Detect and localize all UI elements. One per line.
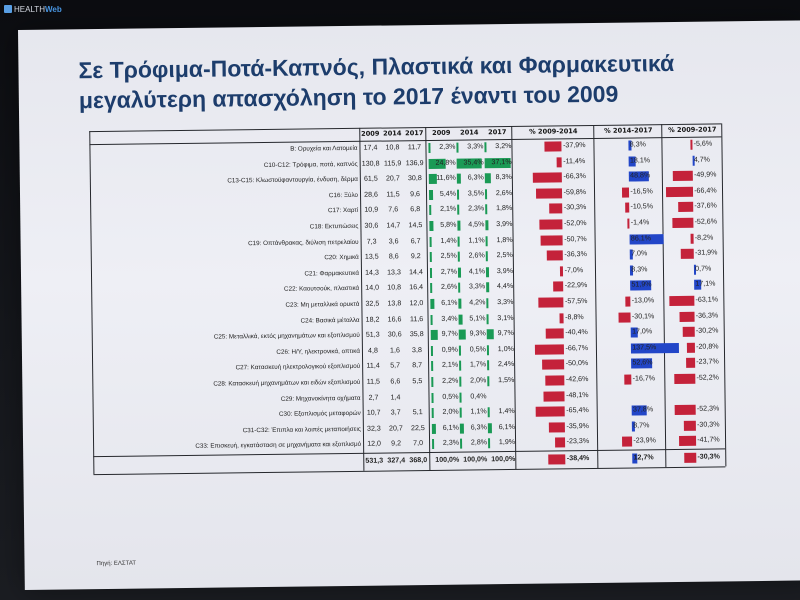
change-cell: -37,9% [562,141,586,150]
negative-change-bar [625,203,629,213]
row-label: C18: Εκτυπώσεις [309,222,359,231]
negative-change-bar [553,282,563,292]
share-cell: 2,6% [468,251,485,260]
row-label: C21: Φαρμακευτικά [304,269,360,278]
row-label: C10-C12: Τρόφιμα, ποτά, καπνός [263,160,358,169]
change-cell: -35,9% [566,421,590,431]
value-cell: 7,0 [413,439,424,448]
row-label: C20: Χημικά [324,254,359,262]
change-cell: -65,4% [566,406,589,415]
row-label: C33: Επισκευή, εγκατάσταση σε μηχανήματα και εξοπλισμό [195,441,362,451]
change-cell: -66,7% [565,343,589,353]
change-cell: -50,0% [565,359,589,368]
value-cell: 12,0 [367,439,382,449]
share-cell: 2,7% [440,267,458,276]
negative-change-bar [674,374,695,384]
change-cell: -16,7% [632,374,656,383]
row-label: C30: Εξοπλισμός μεταφορών [278,410,361,419]
value-cell: 5,7 [390,361,401,370]
change-cell: -40,4% [565,328,588,337]
value-cell: 22,5 [410,423,425,433]
slide-title-line-1: Σε Τρόφιμα-Ποτά-Καπνός, Πλαστικά και Φαρμακευτικά [78,49,675,84]
negative-change-bar [675,405,696,415]
column-header: 2017 [488,128,507,137]
value-cell: 13,8 [387,299,402,308]
change-cell: -36,3% [695,311,719,320]
employment-table [89,123,726,551]
change-cell: -57,5% [564,297,588,306]
negative-change-bar [690,233,693,243]
negative-change-bar [672,218,693,228]
logo-suffix: Web [44,4,62,14]
change-cell: -30,1% [631,311,655,321]
change-cell: 12,7% [633,453,654,462]
value-cell: 28,6 [364,190,378,199]
negative-change-bar [622,187,629,197]
change-cell: -10,5% [630,202,654,211]
negative-change-bar [533,173,562,183]
change-cell: 8,3% [631,265,648,274]
share-cell: 0,5% [469,345,486,354]
change-cell: 48,8% [630,171,651,180]
share-cell: 2,5% [440,251,457,261]
negative-change-bar [540,235,562,245]
value-cell: 51,3 [365,330,380,339]
negative-change-bar [545,141,562,151]
change-cell: -31,9% [694,248,718,257]
change-cell: -48,1% [566,390,589,399]
negative-change-bar [684,453,696,463]
value-cell: 9,6 [410,189,421,199]
row-label: C27: Κατασκευή ηλεκτρολογικού εξοπλισμού [235,363,361,372]
negative-change-bar [539,219,562,229]
share-cell: 1,7% [469,360,487,369]
change-cell: -11,4% [563,156,586,165]
value-cell: 8,7 [412,361,423,370]
value-cell: 10,8 [385,143,400,152]
change-cell: 37,8% [632,405,654,414]
column-header: 2014 [460,128,479,137]
share-cell: 9,7% [497,329,514,338]
value-cell: 136,9 [405,158,424,167]
value-cell: 35,8 [409,330,424,339]
source-note: Πηγή: ΕΛΣΤΑΤ [96,560,137,568]
share-cell: 4,4% [496,282,514,291]
share-cell: 3,4% [441,314,458,323]
share-cell: 35,4% [463,157,484,167]
value-cell: 7,6 [388,205,399,214]
row-label: C24: Βασικά μέταλλα [300,316,360,325]
change-cell: -1,4% [630,218,650,227]
value-cell: 10,8 [387,283,402,292]
column-header: % 2009-2017 [668,125,717,135]
change-cell: -23,3% [566,437,590,446]
change-cell: -41,7% [697,435,720,445]
negative-change-bar [546,375,565,385]
value-cell: 32,3 [366,424,381,433]
value-cell: 14,0 [365,283,380,293]
change-cell: 7,0% [631,249,648,258]
change-cell: -23,7% [696,357,719,367]
share-cell: 4,1% [468,267,486,276]
change-cell: -66,4% [694,186,717,195]
negative-change-bar [618,312,630,322]
value-cell: 20,7 [388,424,403,433]
value-cell: 8,6 [388,252,399,261]
value-cell: 14,4 [409,267,423,277]
row-label: C23: Μη μεταλλικά ορυκτά [285,300,360,309]
value-cell: 2,7 [368,393,379,402]
column-header: 2017 [405,129,424,138]
share-cell: 1,1% [470,407,487,416]
value-cell: 3,7 [390,408,401,417]
slide-title [78,47,719,115]
row-label: C26: Η/Υ, ηλεκτρονικά, οπτικά [276,347,360,356]
negative-change-bar [680,311,695,321]
change-cell: -7,0% [564,265,584,275]
change-cell: 8,3% [629,140,646,149]
change-cell: -38,4% [566,454,590,463]
negative-change-bar [678,202,693,212]
column-header: 2009 [361,129,380,138]
negative-change-bar [622,437,632,447]
value-cell: 5,1 [412,408,423,417]
value-cell: 10,9 [364,206,379,215]
share-cell: 2,3% [439,142,456,151]
column-header: 2009 [432,128,451,137]
change-cell: -16,5% [630,187,653,196]
share-cell: 1,4% [498,407,515,416]
value-cell: 16,4 [409,283,424,292]
change-cell: -20,8% [696,342,719,351]
value-cell: 11,6 [409,314,424,323]
negative-change-bar [686,358,696,368]
share-cell: 3,5% [467,189,485,198]
negative-change-bar [625,375,632,385]
value-cell: 18,2 [365,315,380,324]
negative-change-bar [625,297,630,307]
value-cell: 14,3 [365,268,379,277]
value-cell: 115,9 [383,158,402,168]
negative-change-bar [560,266,563,276]
value-cell: 11,5 [386,190,400,199]
share-cell: 3,1% [497,313,514,322]
negative-change-bar [543,391,564,401]
change-cell: -23,9% [633,436,656,445]
change-cell: -13,0% [631,296,655,305]
change-cell: -30,2% [695,326,719,335]
share-cell: 9,7% [441,329,458,339]
share-cell: 3,3% [497,297,514,307]
change-cell: -52,6% [694,217,718,226]
change-cell: 51,9% [631,280,652,289]
value-cell: 9,2 [391,439,402,448]
change-cell: -52,2% [696,373,719,382]
change-cell: -22,9% [564,281,588,290]
change-cell: 52,6% [632,358,653,367]
column-header: % 2014-2017 [604,126,653,135]
share-cell: 100,0% [463,455,488,464]
row-label: C25: Μεταλλικά, εκτός μηχανημάτων και εξοπλισμού [213,332,360,341]
change-cell: -30,3% [563,203,587,212]
share-cell: 2,3% [442,439,460,448]
value-cell: 11,5 [366,377,381,386]
change-cell: 0,7% [695,264,712,273]
negative-change-bar [555,438,565,448]
share-cell: 1,0% [497,344,514,353]
share-cell: 6,3% [467,173,484,182]
negative-change-bar [681,249,694,259]
negative-change-bar [549,204,562,214]
share-cell: 2,1% [441,361,459,370]
share-cell: 100,0% [491,454,516,464]
share-cell: 2,6% [440,283,458,292]
share-cell: 1,8% [495,204,513,213]
value-cell: 10,7 [366,408,381,417]
value-cell: 4,8 [367,346,378,355]
value-cell: 7,3 [366,237,377,246]
share-cell: 2,4% [497,360,515,369]
change-cell: 86,1% [630,233,652,243]
share-cell: 6,1% [442,423,459,432]
projected-slide [18,20,800,590]
share-cell: 6,1% [498,422,515,431]
share-cell: 24,8% [435,158,456,167]
logo-mark-icon [4,5,12,13]
value-cell: 11,7 [407,143,422,152]
share-cell: 1,1% [468,235,485,245]
value-cell: 6,8 [410,205,421,214]
change-cell: -30,3% [696,420,720,429]
share-cell: 2,6% [495,188,513,197]
change-cell: -49,9% [693,170,717,179]
share-cell: 3,9% [496,219,513,229]
negative-change-bar [546,329,564,339]
share-cell: 1,8% [496,235,513,244]
slide-title-line-2: μεγαλύτερη απασχόληση το 2017 έναντι του 2009 [78,80,619,114]
negative-change-bar [536,407,565,417]
value-cell: 30,6 [364,221,379,230]
change-cell: -8,2% [694,233,714,242]
change-cell: -52,0% [563,219,587,228]
value-cell: 12,0 [409,299,424,308]
change-cell: 8,7% [633,421,650,430]
change-cell: -36,3% [564,250,587,259]
share-cell: 2,5% [496,251,513,260]
share-cell: 6,3% [470,423,487,432]
change-cell: -30,3% [697,452,720,461]
row-label: C29: Μηχανοκίνητα οχήματα [280,394,361,403]
negative-change-bar [549,422,565,432]
share-cell: 8,3% [495,173,512,182]
negative-change-bar [627,219,629,229]
value-cell: 3,6 [388,236,399,246]
negative-change-bar [687,343,695,353]
change-cell: -52,3% [696,404,720,413]
share-cell: 37,1% [491,157,512,166]
row-label: C16: Ξύλο [328,191,359,200]
column-header: % 2009-2014 [529,127,578,136]
change-cell: -8,8% [565,312,584,321]
share-cell: 1,9% [498,438,516,447]
row-label: C17: Χαρτί [327,207,359,215]
change-cell: -63,1% [695,295,719,304]
share-cell: 4,5% [468,220,485,229]
share-cell: 1,5% [498,375,515,385]
value-cell: 13,3 [387,268,401,277]
row-label: C28: Κατασκευή μηχανημάτων και ειδών εξοπλισμού [213,378,361,388]
row-label: C13-C15: Κλωστοϋφαντουργία, ένδυση, δέρμα [227,176,358,185]
share-cell: 1,4% [440,236,457,245]
value-cell: 6,6 [390,377,401,386]
share-cell: 11,6% [436,173,456,183]
negative-change-bar [679,436,696,446]
share-cell: 2,1% [440,205,457,214]
healthweb-logo [4,3,62,15]
value-cell: 20,7 [385,174,400,183]
change-cell: -50,7% [564,234,587,243]
negative-change-bar [690,140,692,150]
share-cell: 5,4% [439,189,457,198]
negative-change-bar [548,454,565,464]
negative-change-bar [536,188,562,198]
change-cell: -66,3% [563,172,586,181]
share-cell: 2,0% [470,376,487,385]
share-cell: 2,8% [470,438,488,447]
share-cell: 3,3% [468,282,486,291]
share-cell: 2,3% [467,204,485,213]
share-cell: 0,4% [470,391,487,401]
negative-change-bar [666,187,693,197]
value-cell: 16,6 [387,314,402,324]
value-cell: 30,8 [407,174,422,183]
value-cell: 14,7 [386,221,401,230]
negative-change-bar [542,360,564,370]
change-cell: 137,5% [632,343,657,352]
share-cell: 3,2% [495,141,512,151]
share-cell: 100,0% [435,455,460,464]
value-cell: 130,8 [361,159,380,168]
row-label: Β: Ορυχεία και Λατομεία [290,144,358,153]
negative-change-bar [535,344,564,354]
value-cell: 61,5 [363,174,378,183]
value-cell: 5,5 [412,377,423,386]
row-label: C19: Οπτάνθρακας, διύλιση πετρελαίου [248,238,359,247]
change-cell: 17,1% [695,279,716,289]
row-label: C22: Καουτσούκ, πλαστικά [283,285,360,294]
share-cell: 2,2% [442,376,459,385]
negative-change-bar [557,157,562,167]
change-cell: -59,8% [563,187,587,197]
value-cell: 9,2 [410,252,421,261]
share-cell: 9,3% [469,329,486,338]
value-cell: 531,3 [365,456,384,465]
negative-change-bar [560,313,564,323]
value-cell: 327,4 [387,456,406,465]
share-cell: 3,3% [467,142,484,151]
negative-change-bar [669,296,694,306]
change-cell: -5,6% [693,139,713,148]
change-cell: 18,1% [629,155,651,165]
logo-prefix: HEALTH [14,4,45,14]
share-cell: 5,8% [440,220,457,229]
negative-change-bar [684,421,696,431]
value-cell: 1,4 [390,392,401,402]
share-cell: 0,5% [442,392,459,401]
value-cell: 11,4 [366,361,380,371]
share-cell: 2,0% [442,407,459,417]
change-cell: 17,0% [631,327,653,336]
value-cell: 17,4 [363,143,378,152]
share-cell: 4,2% [469,298,486,307]
share-cell: 5,1% [469,313,486,323]
value-cell: 3,8 [411,345,422,355]
value-cell: 32,5 [365,299,380,308]
change-cell: -37,6% [694,201,717,211]
change-cell: -42,6% [565,375,589,384]
value-cell: 30,6 [387,330,402,339]
row-label: C31-C32: Έπιπλα και λοιπές μεταποιήσεις [242,425,361,435]
negative-change-bar [538,297,563,307]
value-cell: 1,6 [389,346,400,355]
column-header: 2014 [383,129,402,138]
value-cell: 13,5 [364,252,379,261]
share-cell: 0,9% [441,345,458,354]
share-cell: 6,1% [441,298,458,307]
negative-change-bar [547,251,563,261]
value-cell: 14,5 [408,221,423,230]
change-cell: 4,7% [693,155,711,164]
negative-change-bar [673,171,693,181]
value-cell: 368,0 [409,456,428,465]
value-cell: 6,7 [410,236,421,245]
negative-change-bar [683,327,695,337]
share-cell: 3,9% [496,266,514,275]
